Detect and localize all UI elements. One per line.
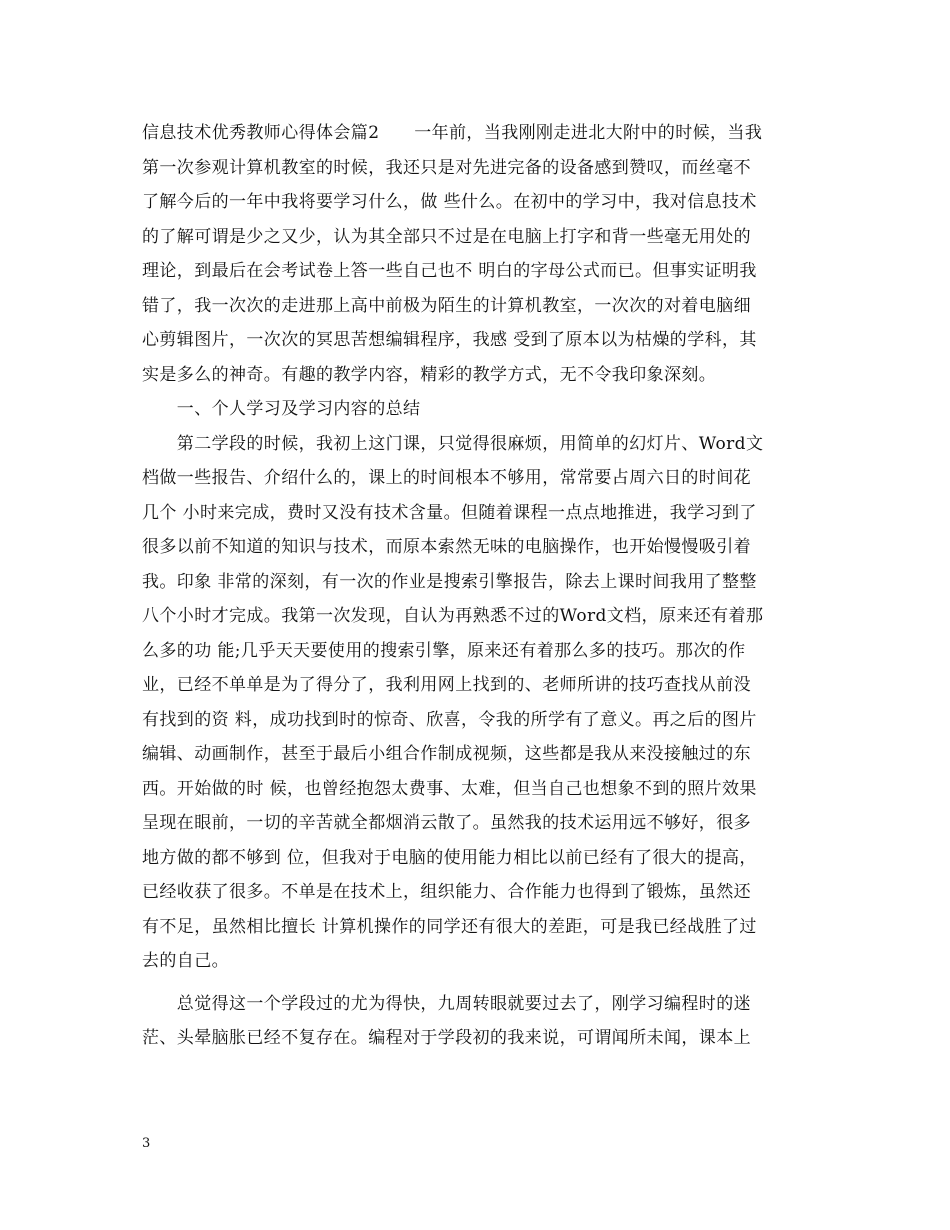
text-line: 理论，到最后在会考试卷上答一些自己也不 明白的字母公式而已。但事实证明我 (142, 261, 757, 281)
text-line: 的了解可谓是少之又少，认为其全部只不过是在电脑上打字和背一些毫无用处的 (142, 226, 751, 247)
text-line: 实是多么的神奇。有趣的教学内容，精彩的教学方式，无不令我印象深刻。 (142, 364, 717, 385)
text-line: 信息技术优秀教师心得体会篇2 一年前，当我刚刚走进北大附中的时候，当我 (142, 123, 763, 143)
text-line: 我。印象 非常的深刻，有一次的作业是搜索引擎报告，除去上课时间我用了整整 (142, 571, 757, 592)
text-line: 么多的功 能;几乎天天要使用的搜索引擎，原来还有着那么多的技巧。那次的作 (142, 640, 746, 661)
body-text (142, 116, 814, 1056)
text-line: 总觉得这一个学段过的尤为得快，九周转眼就要过去了，刚学习编程时的迷 (142, 993, 751, 1014)
text-line: 有找到的资 料，成功找到时的惊奇、欣喜，令我的所学有了意义。再之后的图片 (142, 709, 757, 730)
text-line: 去的自己。 (142, 951, 229, 971)
page-number: 3 (142, 1136, 151, 1151)
text-line: 呈现在眼前，一切的辛苦就全都烟消云散了。虽然我的技术运用远不够好，很多 (142, 813, 751, 833)
text-line: 业，已经不单单是为了得分了，我利用网上找到的、老师所讲的技巧查找从前没 (142, 675, 751, 695)
text-line: 很多以前不知道的知识与技术，而原本索然无味的电脑操作，也开始慢慢吸引着 (142, 537, 751, 557)
text-line: 第二学段的时候，我初上这门课，只觉得很麻烦，用简单的幻灯片、Word文 (142, 433, 764, 454)
text-line: 错了，我一次次的走进那上高中前极为陌生的计算机教室，一次次的对着电脑细 (142, 295, 751, 316)
text-line: 八个小时才完成。我第一次发现，自认为再熟悉不过的Word文档，原来还有着那 (142, 606, 764, 626)
text-line: 第一次参观计算机教室的时候，我还只是对先进完备的设备感到赞叹，而丝毫不 (142, 157, 751, 178)
section-heading: 一、个人学习及学习内容的总结 (142, 399, 421, 419)
text-line: 心剪辑图片，一次次的冥思苦想编辑程序，我感 受到了原本以为枯燥的学科，其 (142, 330, 757, 350)
text-line: 有不足，虽然相比擅长 计算机操作的同学还有很大的差距，可是我已经战胜了过 (142, 916, 757, 937)
text-line: 已经收获了很多。不单是在技术上，组织能力、合作能力也得到了锻炼，虽然还 (142, 882, 751, 902)
text-line: 了解今后的一年中我将要学习什么，做 些什么。在初中的学习中，我对信息技术 (142, 192, 757, 212)
text-line: 几个 小时来完成，费时又没有技术含量。但随着课程一点点地推进，我学习到了 (142, 502, 757, 523)
text-line: 档做一些报告、介绍什么的，课上的时间根本不够用，常常要占周六日的时间花 (142, 468, 751, 488)
paragraph-gap (142, 979, 814, 987)
text-line: 西。开始做的时 候，也曾经抱怨太费事、太难，但当自己也想象不到的照片效果 (142, 778, 757, 799)
text-line: 地方做的都不够到 位，但我对于电脑的使用能力相比以前已经有了很大的提高， (142, 847, 757, 868)
text-line: 茫、头晕脑胀已经不复存在。编程对于学段初的我来说，可谓闻所未闻，课本上 (142, 1028, 751, 1048)
text-line: 编辑、动画制作，甚至于最后小组合作制成视频，这些都是我从来没接触过的东 (142, 744, 751, 764)
